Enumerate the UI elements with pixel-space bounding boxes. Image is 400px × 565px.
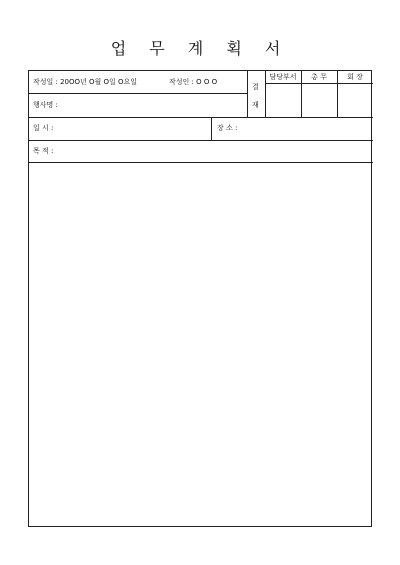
place-label: 장 소 : <box>217 124 238 132</box>
header-bottom-rule <box>29 117 373 118</box>
approval-header-divider <box>265 83 373 84</box>
event-name-label: 행사명 : <box>33 101 58 109</box>
approval-left-rule <box>247 71 248 117</box>
approval-col-department: 담당부서 <box>269 73 297 81</box>
approval-col-general-affairs: 총 무 <box>311 73 327 81</box>
header-row-divider <box>29 93 247 94</box>
author-label: 작성인 : O O O <box>169 78 218 86</box>
approval-label-bottom: 재 <box>252 101 259 109</box>
document-title: 업 무 계 획 서 <box>110 39 290 58</box>
datetime-place-rule <box>211 117 212 140</box>
purpose-label: 목 적 : <box>33 147 54 155</box>
content-area[interactable] <box>29 163 373 526</box>
date-label: 작성일 : 20OO년 O월 O일 O요일 <box>33 78 138 86</box>
approval-col-president: 회 장 <box>347 73 363 81</box>
datetime-label: 일 시 : <box>33 124 54 132</box>
form-table <box>28 70 372 527</box>
approval-label-top: 결 <box>252 83 259 91</box>
datetime-bottom-rule <box>29 140 373 141</box>
